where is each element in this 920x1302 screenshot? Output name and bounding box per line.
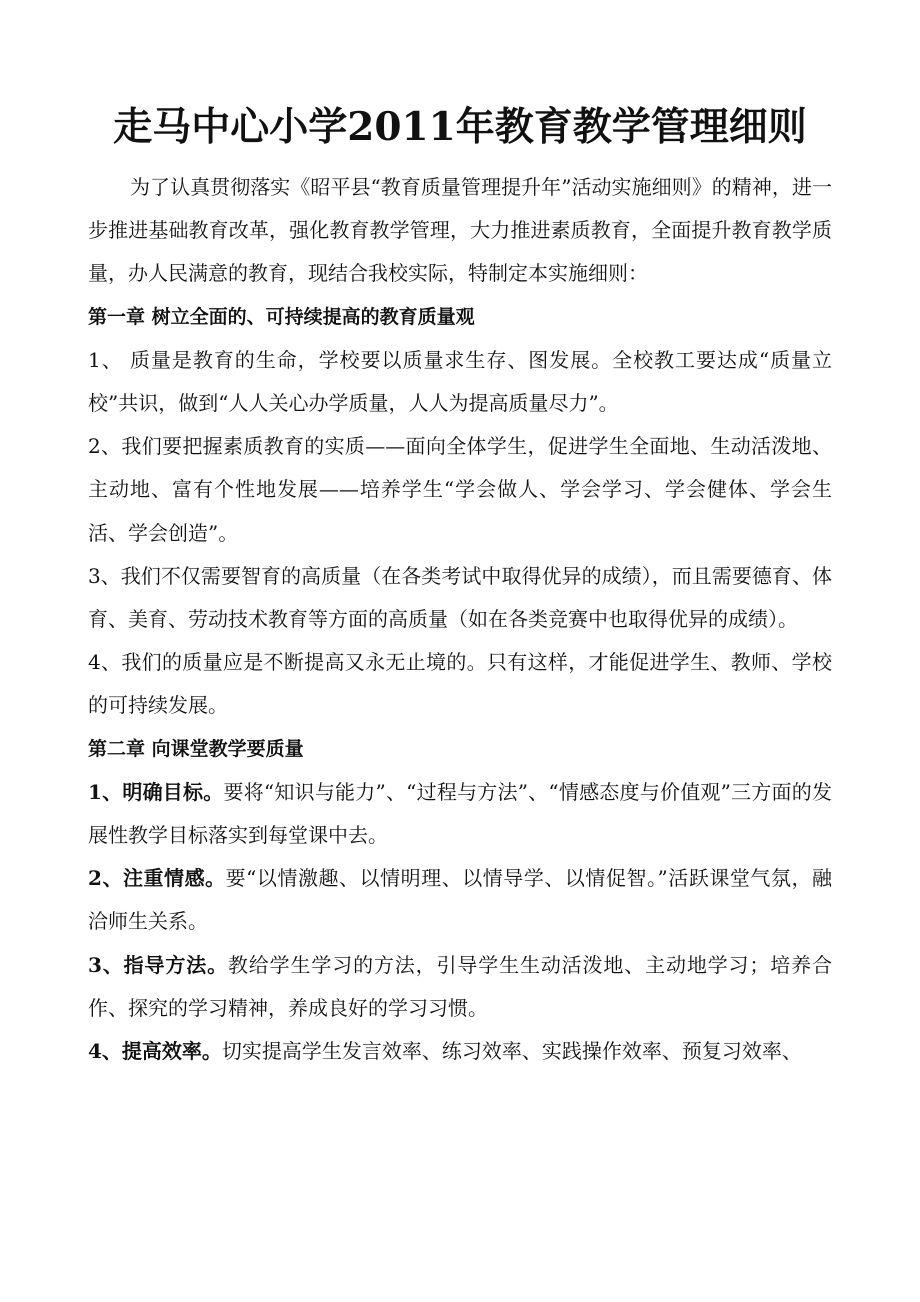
chapter-1-heading: 第一章 树立全面的、可持续提高的教育质量观 [88,305,475,328]
chapter-2-item-2-lead: 2、注重情感。 [88,866,226,891]
chapter-2-item-3 [88,944,832,1030]
chapter-2-item-4-lead: 4、提高效率。 [88,1039,222,1064]
document-title: 走马中心小学2011年教育教学管理细则 [113,104,807,150]
chapter-2-item-2-text: 要“以情激趣、以情明理、以情导学、以情促智。”活跃课堂气氛，融洽师生关系。 [88,866,833,934]
chapter-1-item-2: 2、我们要把握素质教育的实质——面向全体学生，促进学生全面地、生动活泼地、主动地、富有个性地发展——培养学生“学会做人、学会学习、学会健体、学会生活、学会创造”。 [88,434,832,545]
chapter-2-heading: 第二章 向课堂教学要质量 [88,737,304,760]
intro-paragraph: 为了认真贯彻落实《昭平县“教育质量管理提升年”活动实施细则》的精神，进一步推进基础教育改革，强化教育教学管理，大力推进素质教育，全面提升教育教学质量，办人民满意的教育，现结合我校实际，特制定本实施细则： [88,175,832,286]
chapter-2-item-2 [88,857,832,943]
chapter-2-item-1-text: 要将“知识与能力”、“过程与方法”、“情感态度与价值观”三方面的发展性教学目标落实到每堂课中去。 [88,779,832,848]
chapter-1-item-3: 3、我们不仅需要智育的高质量（在各类考试中取得优异的成绩），而且需要德育、体育、美育、劳动技术教育等方面的高质量（如在各类竞赛中也取得优异的成绩）。 [88,563,832,632]
chapter-2-item-3-text: 教给学生学习的方法，引导学生生动活泼地、主动地学习；培养合作、探究的学习精神，养成良好的学习习惯。 [88,952,832,1020]
chapter-2-item-4 [88,1030,832,1073]
chapter-1-item-4: 4、我们的质量应是不断提高又永无止境的。只有这样，才能促进学生、教师、学校的可持续发展。 [88,650,832,718]
chapter-2-item-4-text: 切实提高学生发言效率、练习效率、实践操作效率、预复习效率、 [221,1039,802,1064]
chapter-2-item-1 [88,771,832,857]
chapter-2-item-3-lead: 3、指导方法。 [88,952,228,977]
chapter-1-item-1: 1、 质量是教育的生命，学校要以质量求生存、图发展。全校教工要达成“质量立校”共识，做到“人人关心办学质量，人人为提高质量尽力”。 [88,347,832,416]
chapter-2-item-1-lead: 1、明确目标。 [88,779,224,804]
document-body [88,166,832,1073]
